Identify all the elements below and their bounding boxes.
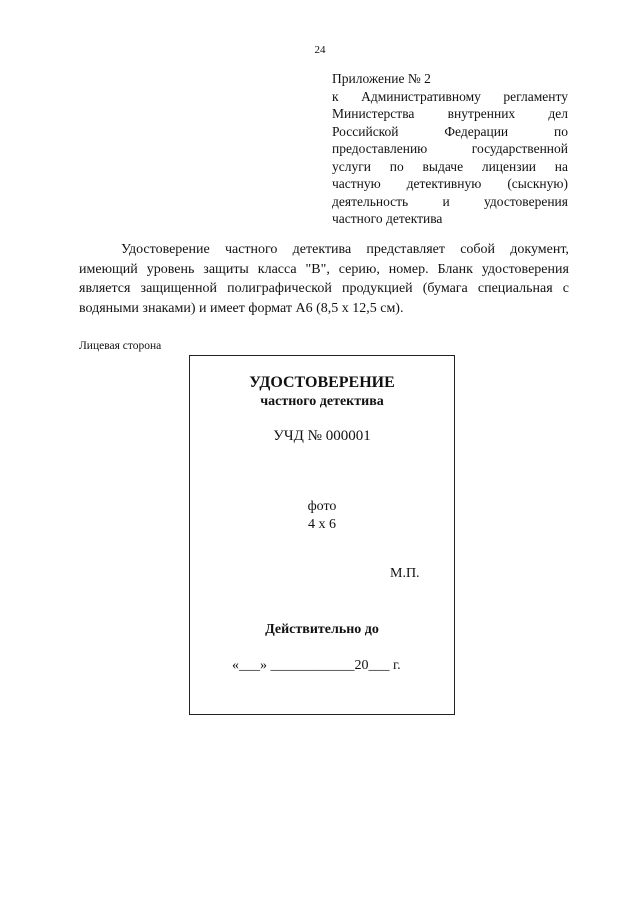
appendix-word: предоставлению — [332, 141, 428, 156]
body-word: специальная — [477, 281, 553, 296]
appendix-line: Приложение № 2 — [332, 71, 431, 86]
appendix-word: Административному — [361, 88, 481, 104]
appendix-word: лицензии — [481, 158, 537, 174]
appendix-word: частную — [332, 176, 381, 191]
seal-place-label: М.П. — [390, 566, 420, 581]
appendix-line — [332, 123, 568, 141]
photo-label: фото — [307, 499, 337, 514]
body-word: имеющий — [79, 261, 138, 277]
body-word: уровень — [146, 261, 195, 277]
appendix-word: регламенту — [503, 88, 568, 104]
body-word: (бумага — [422, 281, 468, 296]
body-line — [79, 260, 569, 280]
certificate-serial-number: УЧД № 000001 — [273, 428, 371, 444]
valid-until-label: Действительно до — [265, 622, 379, 637]
appendix-line — [332, 88, 568, 106]
appendix-word: по — [554, 123, 568, 139]
body-line — [79, 279, 569, 299]
body-word: с — [562, 281, 569, 296]
appendix-word: (сыскную) — [507, 176, 568, 191]
appendix-word: Федерации — [444, 123, 509, 139]
appendix-word: дел — [548, 106, 568, 121]
appendix-word: Министерства — [332, 106, 415, 121]
appendix-word: удостоверения — [483, 193, 568, 209]
appendix-word: деятельность — [332, 193, 409, 209]
body-word: частного — [224, 242, 278, 257]
appendix-word: и — [442, 193, 450, 209]
document-body-paragraph — [79, 240, 569, 318]
appendix-word: государственной — [471, 141, 568, 156]
body-line — [79, 240, 569, 260]
appendix-word: по — [389, 158, 404, 174]
body-word: номер. — [388, 261, 429, 277]
body-word: "В", — [305, 261, 330, 277]
appendix-word: услуги — [332, 158, 371, 174]
face-side-label: Лицевая сторона — [79, 340, 162, 352]
photo-size: 4 х 6 — [308, 517, 336, 532]
appendix-word: на — [554, 158, 568, 174]
appendix-word: выдаче — [422, 158, 464, 174]
body-word: защиты — [203, 261, 249, 277]
certificate-title: УДОСТОВЕРЕНИЕ — [249, 374, 395, 391]
body-word: документ, — [510, 242, 569, 257]
valid-until-date-field: «___» ____________20___ г. — [232, 658, 401, 673]
body-word: продукцией — [341, 281, 413, 296]
body-word: защищенной — [140, 281, 218, 296]
certificate-card-front — [189, 355, 455, 715]
appendix-word: Российской — [332, 123, 399, 139]
appendix-header — [332, 70, 568, 228]
appendix-line — [332, 140, 568, 158]
page-number: 24 — [314, 44, 326, 56]
appendix-word: детективную — [406, 176, 482, 191]
appendix-line — [332, 193, 568, 211]
body-word: класса — [257, 261, 297, 277]
appendix-word: внутренних — [447, 106, 516, 121]
appendix-word: к — [332, 88, 339, 104]
certificate-subtitle: частного детектива — [260, 394, 384, 409]
appendix-line — [332, 105, 568, 123]
appendix-line — [332, 158, 568, 176]
body-word: представляет — [366, 242, 445, 257]
body-word: полиграфической — [227, 281, 332, 296]
appendix-line — [332, 175, 568, 193]
body-word: удостоверения — [481, 261, 569, 277]
body-word: Удостоверение — [121, 242, 210, 257]
appendix-line: частного детектива — [332, 211, 443, 226]
photo-placeholder — [190, 498, 454, 534]
body-word: Бланк — [437, 261, 473, 277]
body-word: детектива — [292, 242, 352, 257]
body-word: серию, — [338, 261, 380, 277]
body-word: собой — [460, 242, 496, 257]
body-word: является — [79, 281, 131, 296]
body-line: водяными знаками) и имеет формат А6 (8,5 х 12,5 см). — [79, 300, 404, 316]
